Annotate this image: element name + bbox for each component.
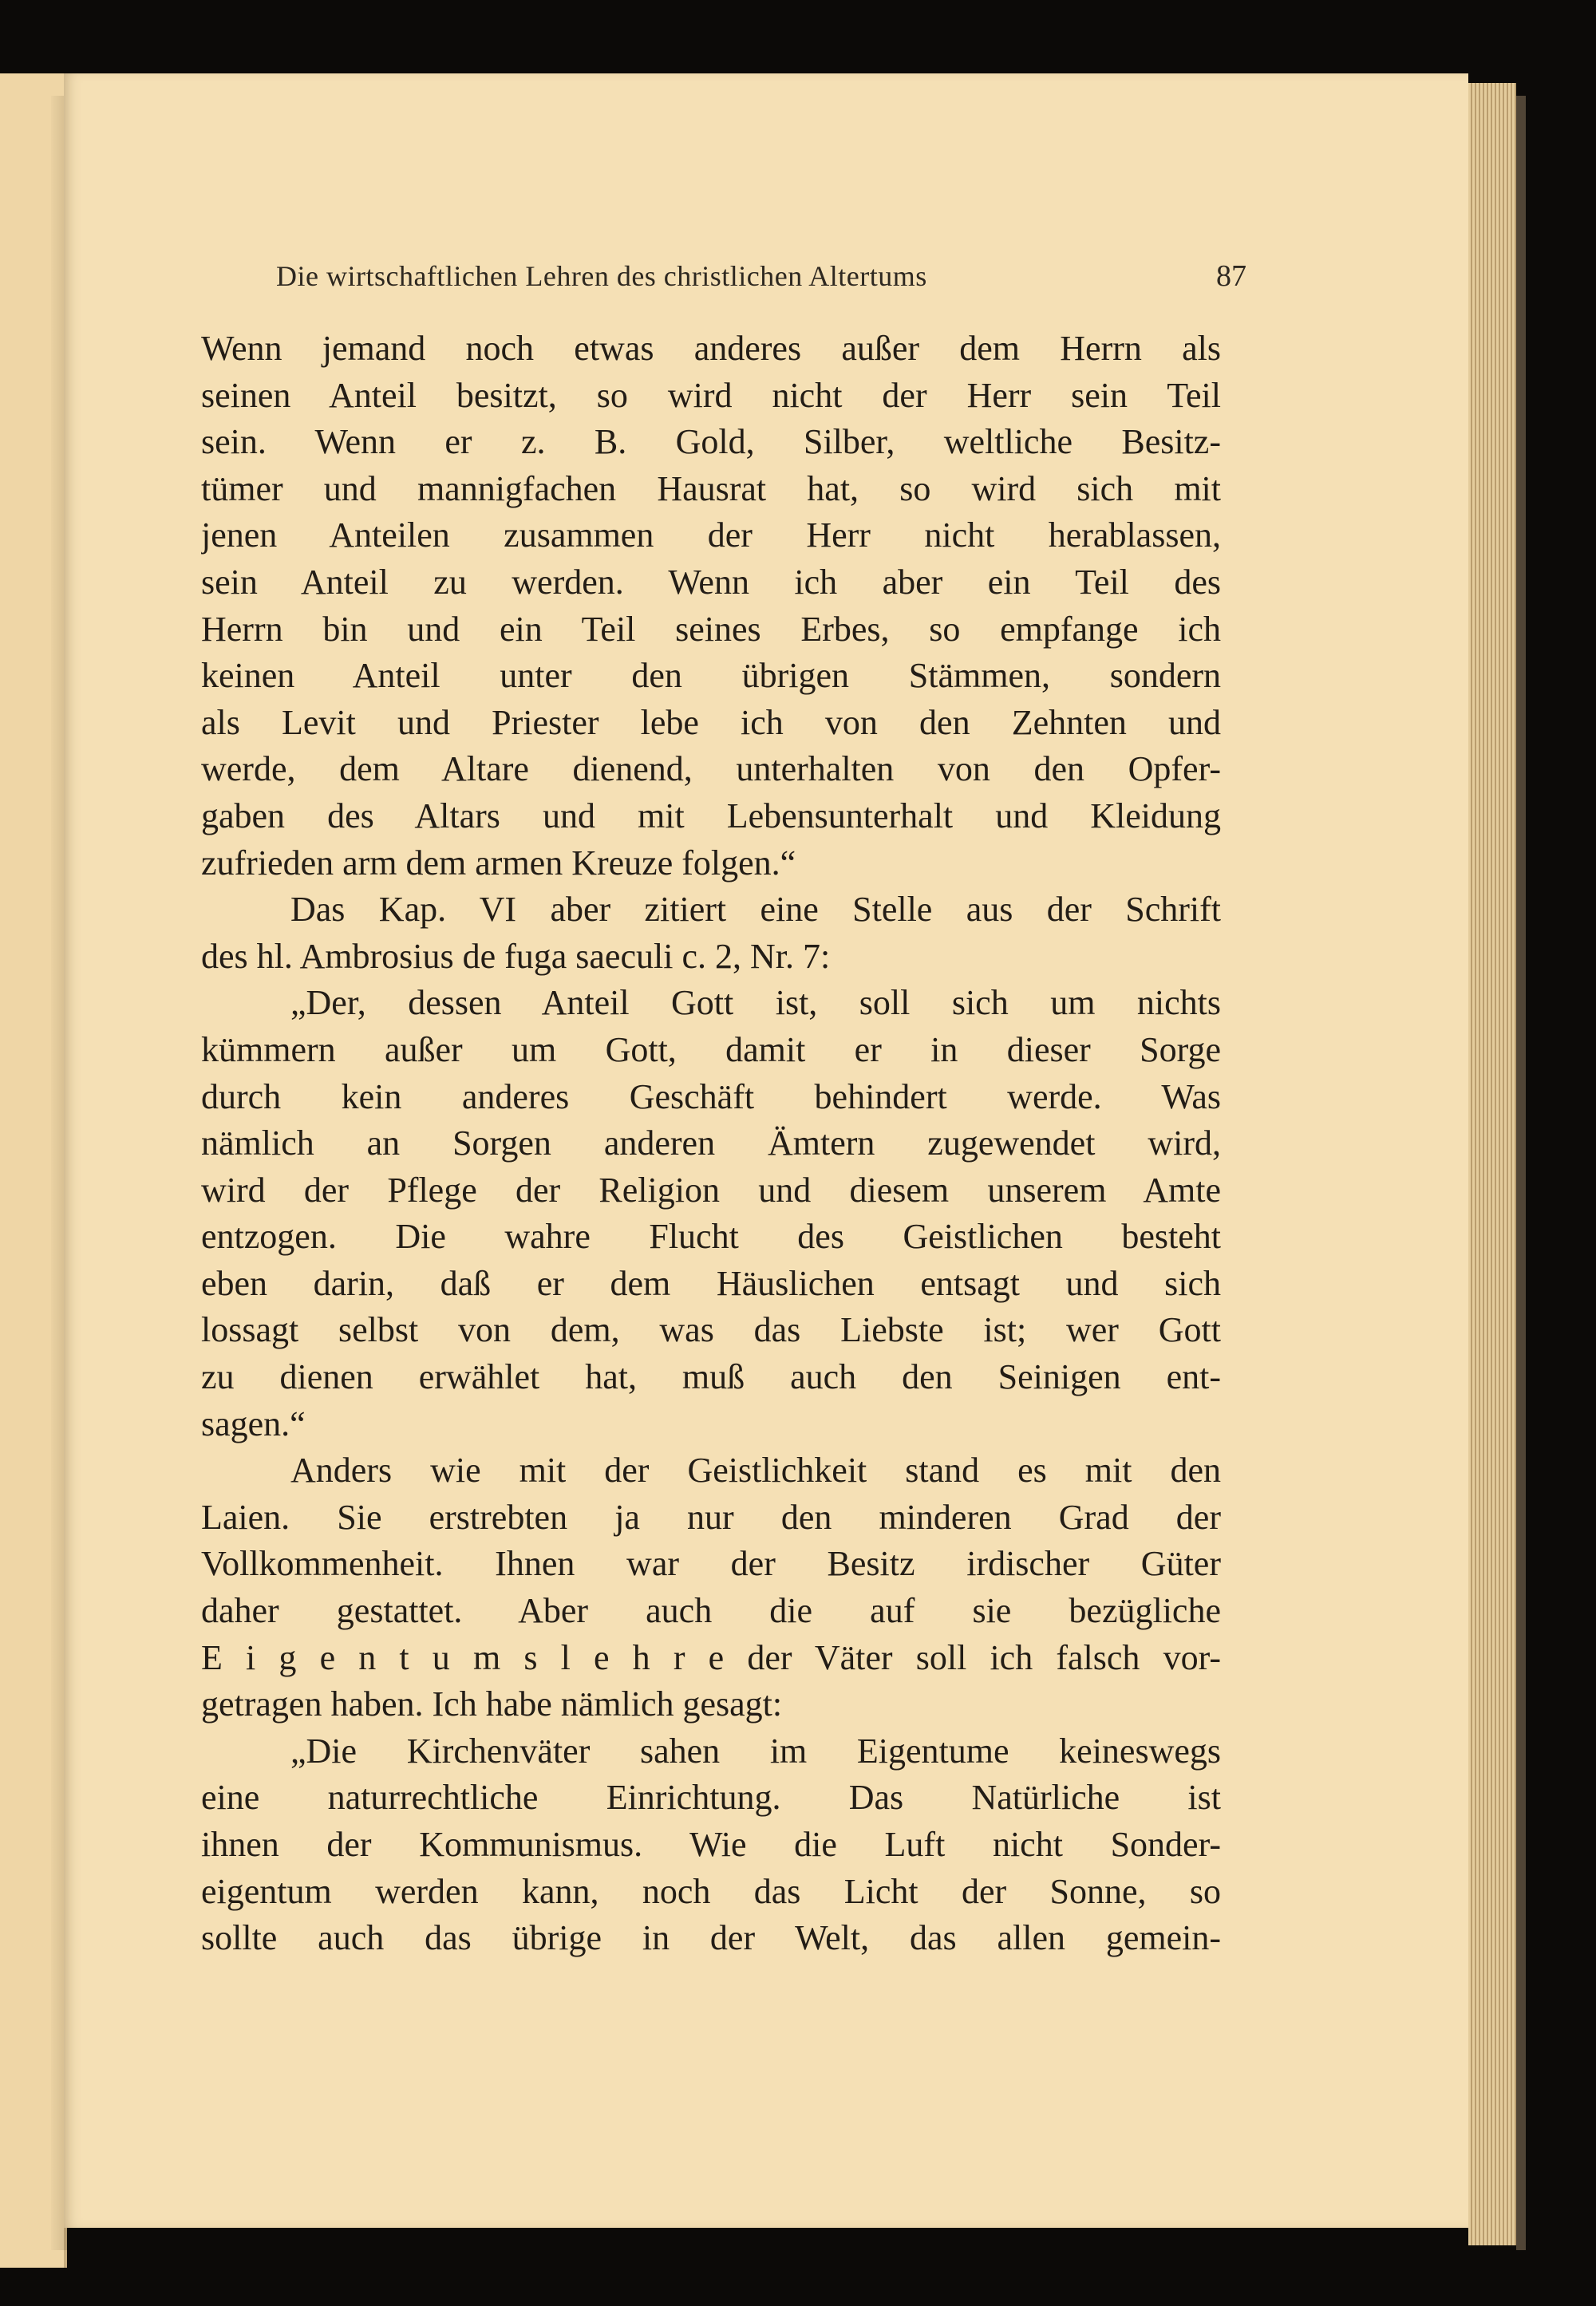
- text-line: werde, dem Altare dienend, unterhalten von den Opfer-: [201, 749, 1221, 789]
- text-line: Das Kap. VI aber zitiert eine Stelle aus der Schrift: [290, 890, 1221, 930]
- text-line: kümmern außer um Gott, damit er in dieser Sorge: [201, 1029, 1221, 1069]
- text-line: eben darin, daß er dem Häuslichen entsagt und sich: [201, 1263, 1221, 1303]
- text-line: zu dienen erwählet hat, muß auch den Seinigen ent-: [201, 1357, 1221, 1397]
- text-line: lossagt selbst von dem, was das Liebste ist; wer Gott: [201, 1310, 1221, 1350]
- running-head: Die wirtschaftlichen Lehren des christlichen Altertums: [276, 260, 927, 292]
- text-line: ihnen der Kommunismus. Wie die Luft nicht Sonder-: [201, 1825, 1221, 1864]
- text-line: getragen haben. Ich habe nämlich gesagt:: [201, 1684, 783, 1724]
- text-line: gaben des Altars und mit Lebensunterhalt und Kleidung: [201, 796, 1221, 835]
- text-line: eine naturrechtliche Einrichtung. Das Natürliche ist: [201, 1778, 1221, 1818]
- page-stack-edges: [1468, 83, 1516, 2245]
- text-line: nämlich an Sorgen anderen Ämtern zugewendet wird,: [201, 1123, 1221, 1163]
- text-line: sagen.“: [201, 1404, 306, 1443]
- text-line: seinen Anteil besitzt, so wird nicht der Herr sein Teil: [201, 375, 1221, 415]
- page-stack-shadow: [1516, 96, 1526, 2250]
- text-line: als Levit und Priester lebe ich von den Zehnten und: [201, 702, 1221, 742]
- text-line: Anders wie mit der Geistlichkeit stand es mit den: [290, 1451, 1221, 1491]
- text-line: sein. Wenn er z. B. Gold, Silber, weltliche Besitz-: [201, 422, 1221, 462]
- text-line: jenen Anteilen zusammen der Herr nicht herablassen,: [201, 515, 1221, 555]
- text-line: eigentum werden kann, noch das Licht der Sonne, so: [201, 1871, 1221, 1911]
- text-line: wird der Pflege der Religion und diesem unserem Amte: [201, 1170, 1221, 1210]
- text-line: „Die Kirchenväter sahen im Eigentume keineswegs: [290, 1731, 1221, 1771]
- text-line: E i g e n t u m s l e h r e der Väter soll ich falsch vor-: [201, 1637, 1221, 1677]
- body-text: [201, 326, 1221, 1962]
- text-line: des hl. Ambrosius de fuga saeculi c. 2, Nr. 7:: [201, 936, 831, 976]
- text-line: Laien. Sie erstrebten ja nur den minderen Grad der: [201, 1497, 1221, 1537]
- text-line: Herrn bin und ein Teil seines Erbes, so empfange ich: [201, 609, 1221, 649]
- text-line: „Der, dessen Anteil Gott ist, soll sich um nichts: [290, 983, 1221, 1023]
- text-line: durch kein anderes Geschäft behindert werde. Was: [201, 1076, 1221, 1116]
- text-line: entzogen. Die wahre Flucht des Geistlichen besteht: [201, 1217, 1221, 1257]
- text-line: Vollkommenheit. Ihnen war der Besitz irdischer Güter: [201, 1544, 1221, 1584]
- text-line: keinen Anteil unter den übrigen Stämmen, sondern: [201, 656, 1221, 696]
- text-line: tümer und mannigfachen Hausrat hat, so wird sich mit: [201, 468, 1221, 508]
- page-number: 87: [1216, 259, 1246, 293]
- text-line: Wenn jemand noch etwas anderes außer dem Herrn als: [201, 329, 1221, 368]
- text-line: sein Anteil zu werden. Wenn ich aber ein Teil des: [201, 562, 1221, 602]
- text-line: zufrieden arm dem armen Kreuze folgen.“: [201, 843, 796, 883]
- text-line: daher gestattet. Aber auch die auf sie bezügliche: [201, 1591, 1221, 1631]
- text-line: sollte auch das übrige in der Welt, das allen gemein-: [201, 1918, 1221, 1958]
